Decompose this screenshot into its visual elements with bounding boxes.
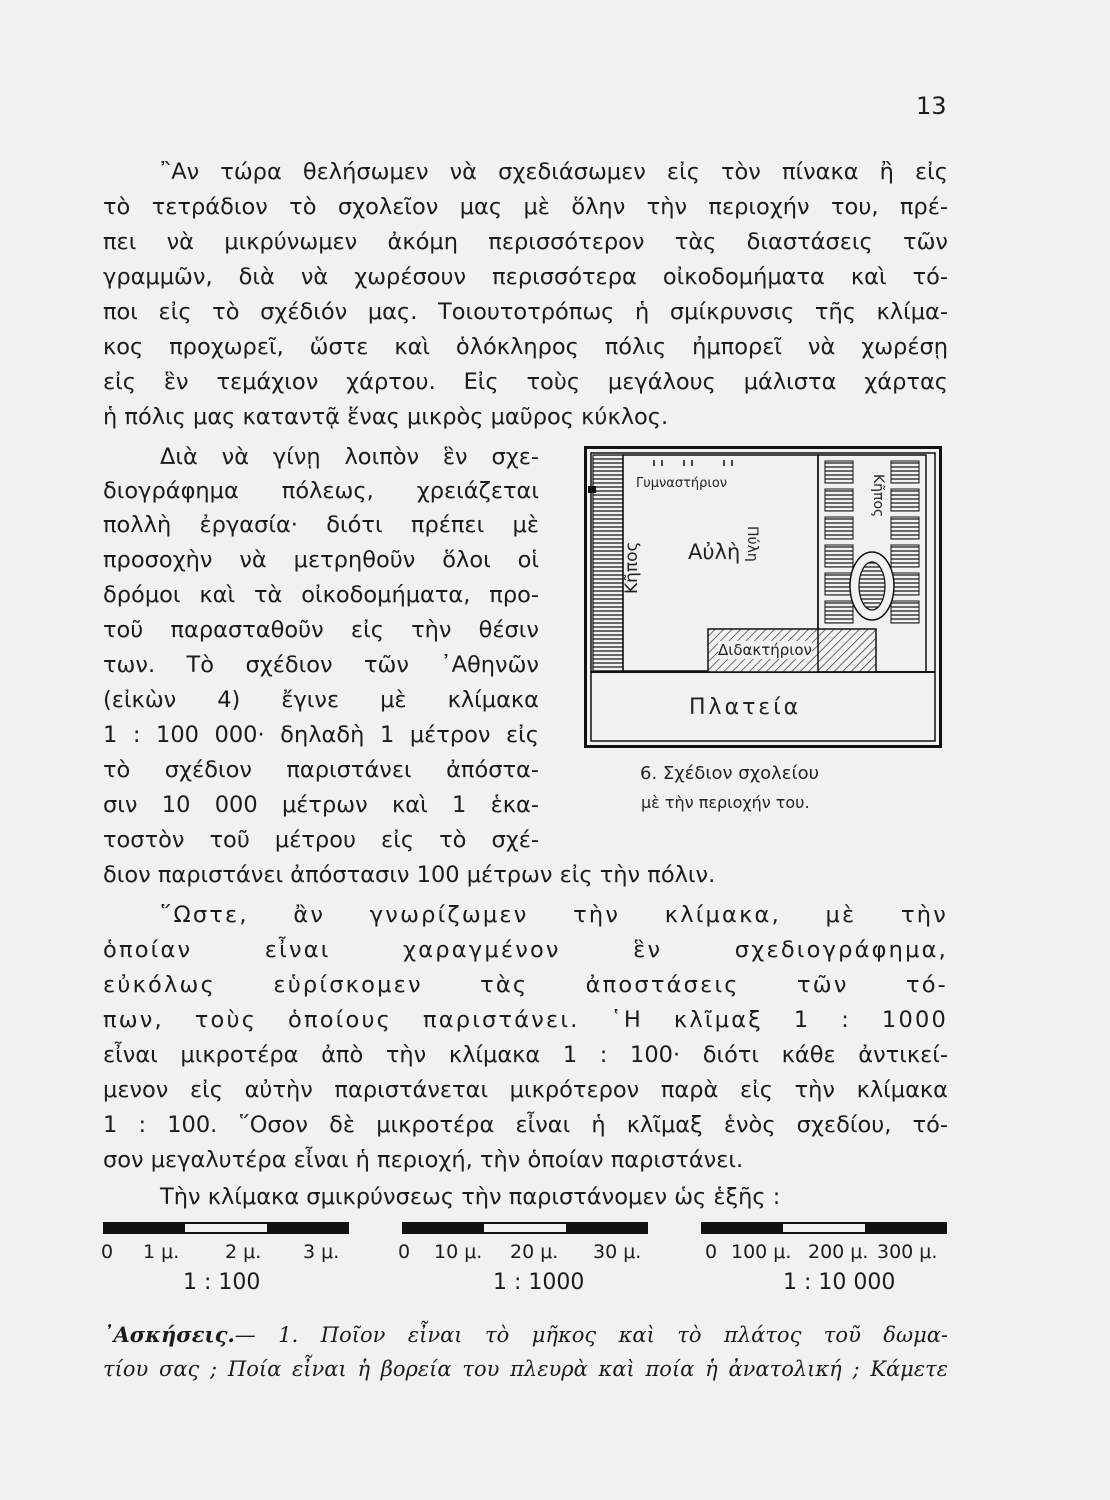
text-line: εἰς ἓν τεμάχιον χάρτου. Εἰς τοὺς μεγάλους μάλιστα χάρτας [103,369,948,395]
scale-tick: 1 μ. [143,1241,180,1263]
text-line: προσοχὴν νὰ μετρηθοῦν ὅλοι οἱ [103,547,539,573]
text-line: ἡ πόλις μας καταντᾷ ἕνας μικρὸς μαῦρος κύκλος. [103,404,669,430]
text-line: δρόμοι καὶ τὰ οἰκοδομήματα, προ- [103,582,539,608]
scale-bar-1-10000 [701,1222,947,1234]
text-line: διογράφημα πόλεως, χρειάζεται [103,478,539,504]
figure-caption-line2: μὲ τὴν περιοχήν του. [641,793,810,812]
gate-label: Πύλη [744,526,760,562]
text-line: (εἰκὼν 4) ἔγινε μὲ κλίμακα [103,687,539,713]
garden-right-label: Κῆπος [870,474,886,518]
text-line: διον παριστάνει ἀπόστασιν 100 μέτρων εἰς τὴν πόλιν. [103,862,716,888]
scale-ratio: 1 : 1000 [493,1270,585,1295]
school-plan-figure [584,446,942,748]
text-line: σον μεγαλυτέρα εἶναι ἡ περιοχή, τὴν ὁποίαν παριστάνει. [103,1147,744,1173]
text-line: Διὰ νὰ γίνῃ λοιπὸν ἓν σχε- [160,444,539,470]
text-line: πει νὰ μικρύνωμεν ἀκόμη περισσότερον τὰς διαστάσεις τῶν [103,229,948,255]
scale-tick: 20 μ. [510,1241,559,1263]
text-line: πολλὴ ἐργασία· διότι πρέπει μὲ [103,512,539,538]
text-line: γραμμῶν, διὰ νὰ χωρέσουν περισσότερα οἰκοδομήματα καὶ τό- [103,264,948,290]
text-line: πων, τοὺς ὁποίους παριστάνει. ῾Η κλῖμαξ 1 : 1000 [103,1007,948,1033]
scale-bar-1-1000 [402,1222,648,1234]
exercises-text: — 1. Ποῖον εἶναι τὸ μῆκος καὶ τὸ πλάτος τοῦ δωμα- [234,1323,948,1347]
scale-tick: 10 μ. [434,1241,483,1263]
text-line: εἶναι μικροτέρα ἀπὸ τὴν κλίμακα 1 : 100· διότι κάθε ἀντικεί- [103,1042,948,1068]
text-line: τὸ σχέδιον παριστάνει ἀπόστα- [103,757,539,783]
scale-tick: 100 μ. [731,1241,792,1263]
text-line: εὐκόλως εὑρίσκομεν τὰς ἀποστάσεις τῶν τό- [103,972,948,998]
scale-tick: 0 [101,1241,114,1263]
exercises-line1 [103,1318,948,1352]
page-number: 13 [916,92,947,120]
gymnasium-label: Γυμναστήριον [636,476,728,491]
text-line: τοστὸν τοῦ μέτρου εἰς τὸ σχέ- [103,827,539,853]
text-line: ποι εἰς τὸ σχέδιόν μας. Τοιουτοτρόπως ἡ σμίκρυνσις τῆς κλίμα- [103,299,948,325]
scale-ratio: 1 : 10 000 [783,1270,896,1295]
scale-tick: 30 μ. [593,1241,642,1263]
text-line: Τὴν κλίμακα σμικρύνσεως τὴν παριστάνομεν ὡς ἑξῆς : [160,1184,781,1210]
scale-tick: 300 μ. [877,1241,938,1263]
scale-tick: 200 μ. [808,1241,869,1263]
figure-caption-line1: 6. Σχέδιον σχολείου [640,763,820,784]
school-building-label: Διδακτήριον [718,641,812,659]
text-line: σιν 10 000 μέτρων καὶ 1 ἑκα- [103,792,539,818]
text-line: 1 : 100 000· δηλαδὴ 1 μέτρον εἰς [103,722,539,748]
text-line: τοῦ παρασταθοῦν εἰς τὴν θέσιν [103,617,539,643]
text-line: ῍Αν τώρα θελήσωμεν νὰ σχεδιάσωμεν εἰς τὸν πίνακα ἢ εἰς [160,159,948,185]
text-line: ὁποίαν εἶναι χαραγμένον ἓν σχεδιογράφημα, [103,937,948,963]
scale-tick: 0 [398,1241,411,1263]
scale-ratio: 1 : 100 [183,1270,261,1295]
text-line: των. Τὸ σχέδιον τῶν ᾿Αθηνῶν [103,652,539,678]
text-line: 1 : 100. ῞Οσον δὲ μικροτέρα εἶναι ἡ κλῖμαξ ἑνὸς σχεδίου, τό- [103,1112,948,1138]
text-line: κος προχωρεῖ, ὥστε καὶ ὁλόκληρος πόλις ἠμπορεῖ νὰ χωρέσῃ [103,334,948,360]
scale-bar-1-100 [103,1222,349,1234]
scale-tick: 0 [705,1241,718,1263]
square-label: Πλατεία [689,695,802,720]
exercises-heading: ᾿Ασκήσεις. [103,1322,235,1347]
exercises-line2: τίου σας ; Ποία εἶναι ἡ βορεία του πλευρὰ καὶ ποία ἡ ἀνατολική ; Κάμετε [103,1357,948,1381]
text-line: ῞Ωστε, ἂν γνωρίζωμεν τὴν κλίμακα, μὲ τὴν [160,902,948,928]
courtyard-label: Αὐλὴ [688,540,741,564]
text-line: τὸ τετράδιον τὸ σχολεῖον μας μὲ ὅλην τὴν περιοχήν του, πρέ- [103,194,948,220]
scale-tick: 2 μ. [225,1241,262,1263]
garden-left-label: Κῆπος [622,541,642,594]
scale-tick: 3 μ. [303,1241,340,1263]
text-line: μενον εἰς αὐτὴν παριστάνεται μικρότερον παρὰ εἰς τὴν κλίμακα [103,1077,948,1103]
